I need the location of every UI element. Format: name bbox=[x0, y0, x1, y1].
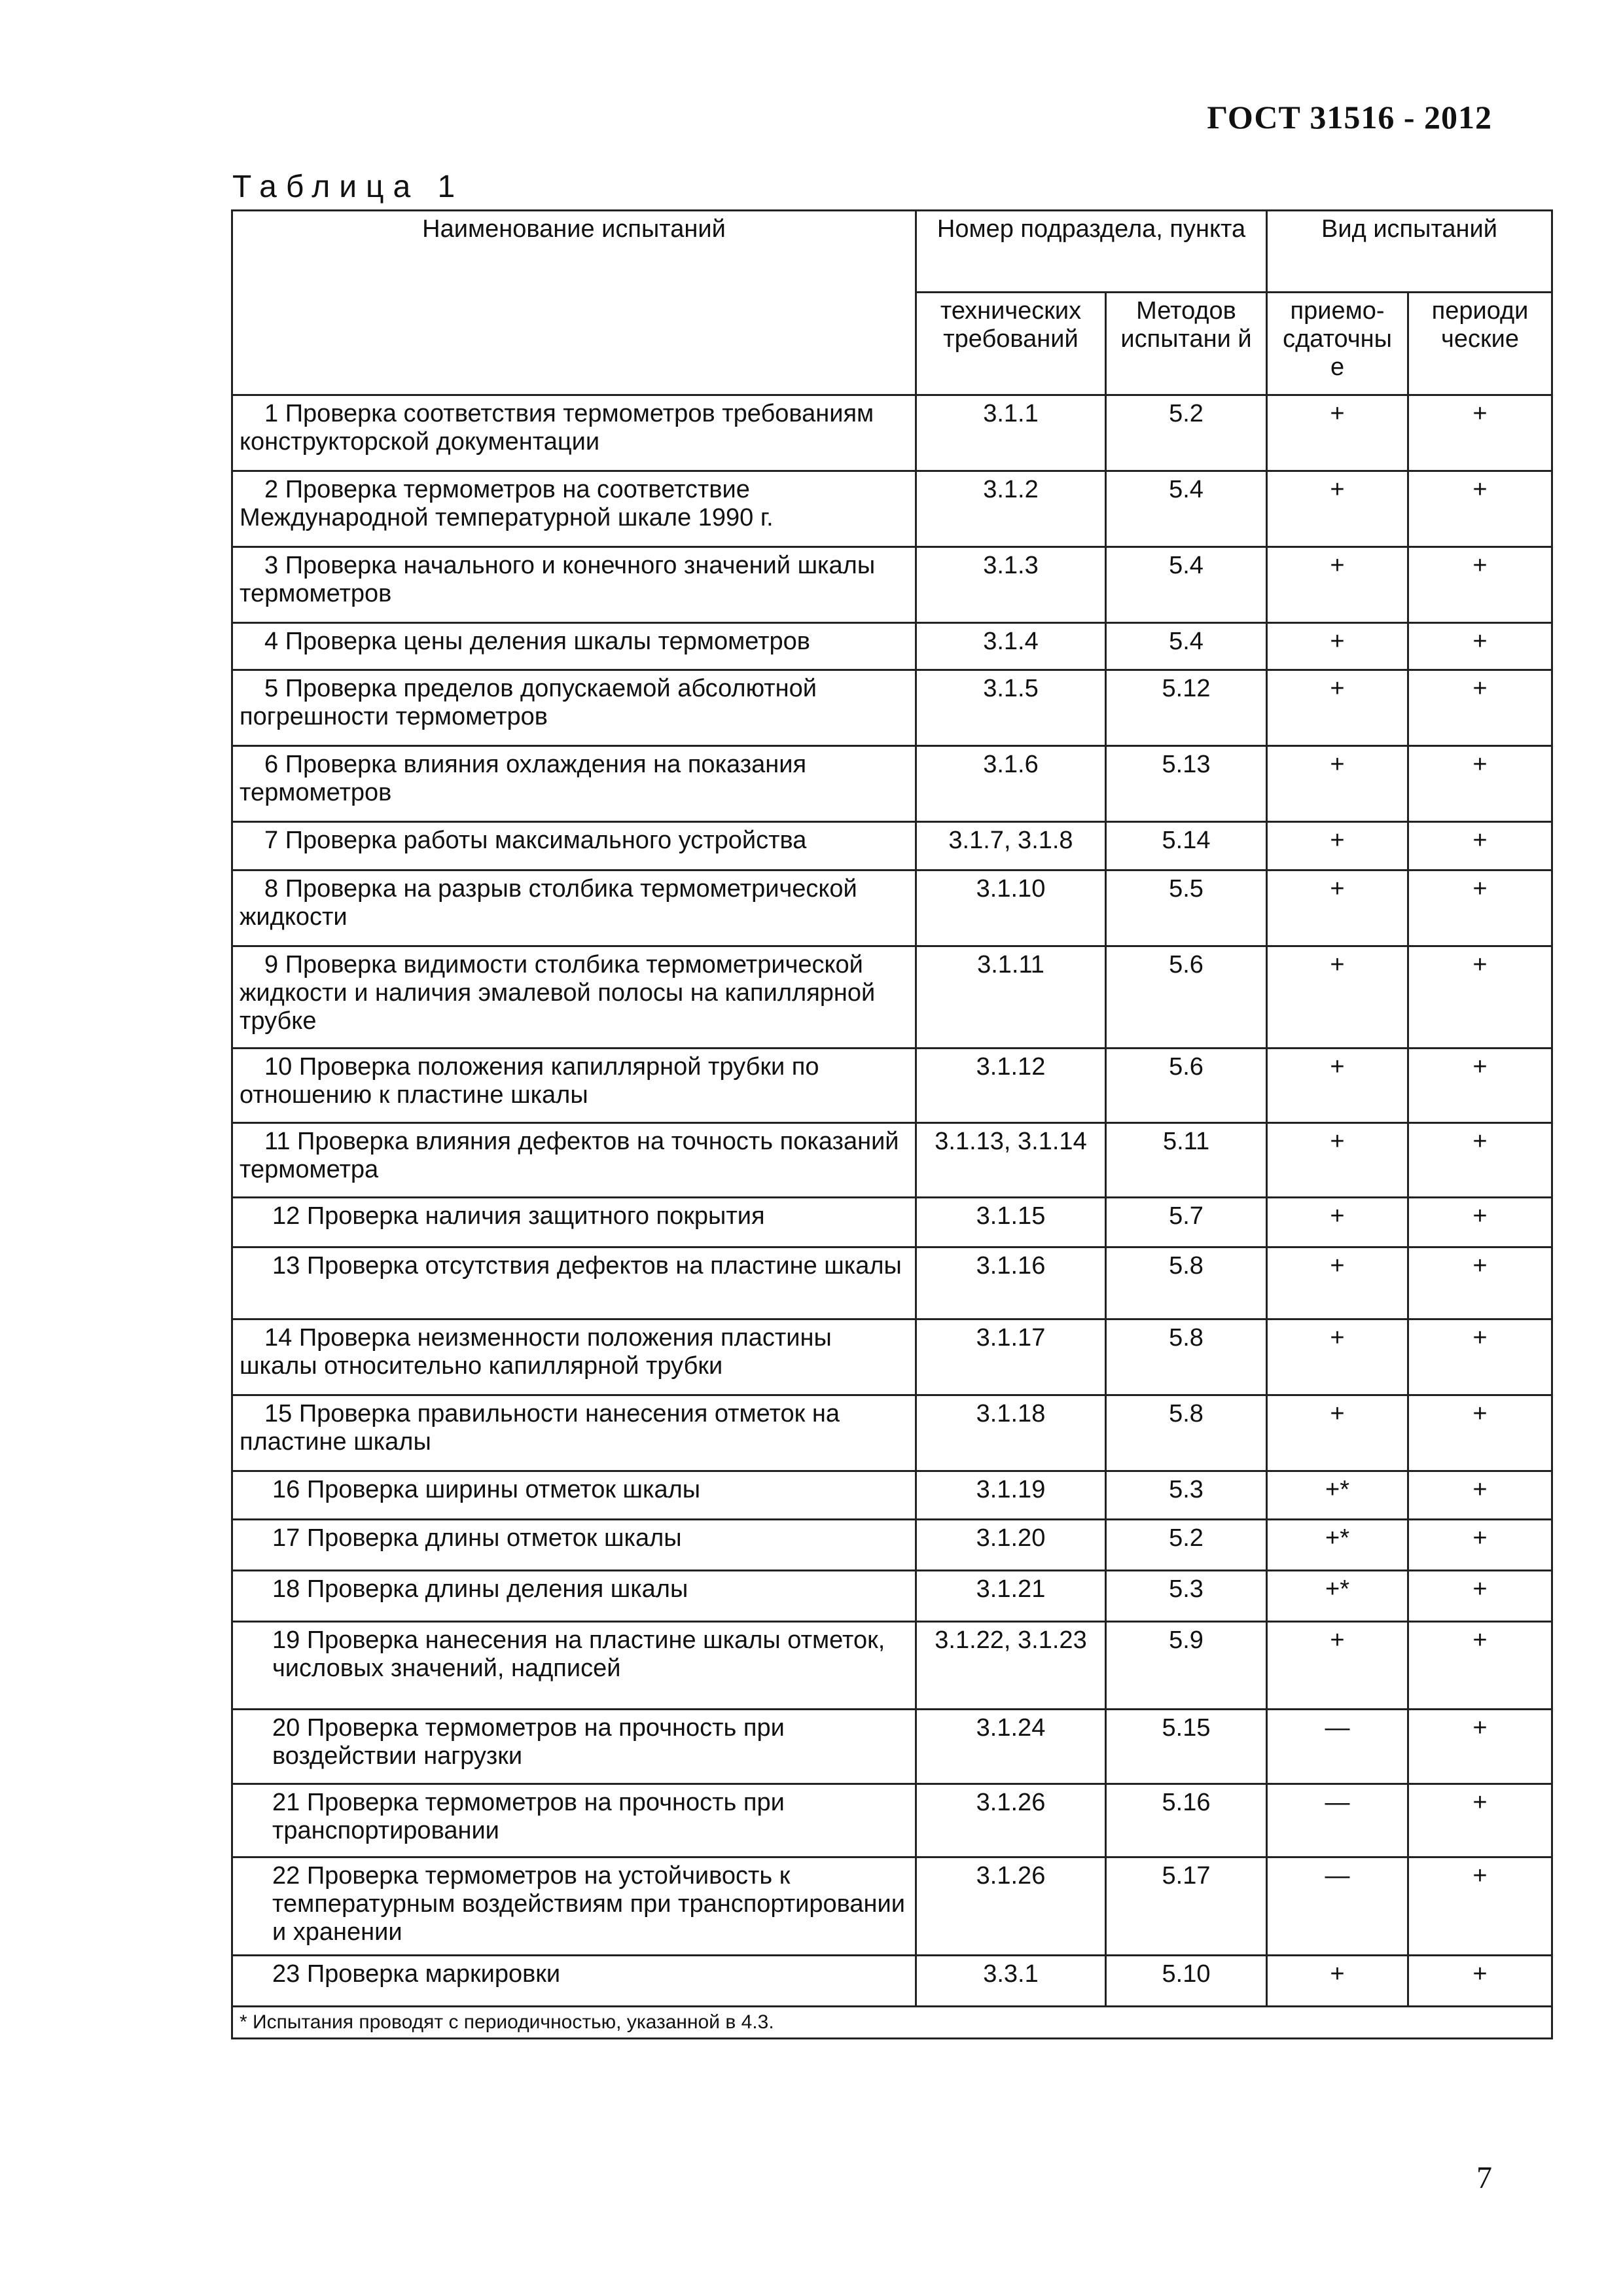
test-name-cell: 19 Проверка нанесения на пластине шкалы отметок, числовых значений, надписей bbox=[232, 1622, 916, 1710]
test-name-cell: 22 Проверка термометров на устойчивость к температурным воздействиям при транспортировании и хранении bbox=[232, 1857, 916, 1956]
tech-requirements-cell: 3.1.18 bbox=[916, 1395, 1106, 1471]
acceptance-cell: — bbox=[1267, 1784, 1408, 1857]
tech-requirements-cell: 3.1.1 bbox=[916, 395, 1106, 471]
tech-requirements-cell: 3.1.7, 3.1.8 bbox=[916, 822, 1106, 870]
tech-requirements-cell: 3.1.19 bbox=[916, 1471, 1106, 1520]
table-row bbox=[232, 870, 1552, 946]
test-name-cell: 8 Проверка на разрыв столбика термометрической жидкости bbox=[232, 870, 916, 946]
tech-requirements-cell: 3.1.11 bbox=[916, 946, 1106, 1049]
tests-table bbox=[231, 209, 1553, 2039]
table-footnote: * Испытания проводят с периодичностью, указанной в 4.3. bbox=[232, 2007, 1552, 2039]
test-method-cell: 5.8 bbox=[1106, 1319, 1267, 1395]
test-method-cell: 5.3 bbox=[1106, 1571, 1267, 1622]
test-name-cell: 4 Проверка цены деления шкалы термометров bbox=[232, 623, 916, 670]
table-row bbox=[232, 471, 1552, 547]
periodic-cell: + bbox=[1408, 1710, 1552, 1784]
acceptance-cell: + bbox=[1267, 1622, 1408, 1710]
periodic-cell: + bbox=[1408, 1571, 1552, 1622]
tech-requirements-cell: 3.1.10 bbox=[916, 870, 1106, 946]
test-method-cell: 5.9 bbox=[1106, 1622, 1267, 1710]
periodic-cell: + bbox=[1408, 1520, 1552, 1571]
test-name-cell: 14 Проверка неизменности положения пластины шкалы относительно капиллярной трубки bbox=[232, 1319, 916, 1395]
table-caption: Таблица 1 bbox=[232, 170, 465, 204]
header-test-name: Наименование испытаний bbox=[232, 211, 916, 395]
tech-requirements-cell: 3.1.24 bbox=[916, 1710, 1106, 1784]
test-name-cell: 17 Проверка длины отметок шкалы bbox=[232, 1520, 916, 1571]
acceptance-cell: + bbox=[1267, 1049, 1408, 1123]
test-method-cell: 5.6 bbox=[1106, 1049, 1267, 1123]
test-method-cell: 5.13 bbox=[1106, 746, 1267, 822]
periodic-cell: + bbox=[1408, 1198, 1552, 1247]
test-method-cell: 5.17 bbox=[1106, 1857, 1267, 1956]
acceptance-cell: + bbox=[1267, 870, 1408, 946]
header-section-group: Номер подраздела, пункта bbox=[916, 211, 1267, 293]
table-row bbox=[232, 946, 1552, 1049]
acceptance-cell: + bbox=[1267, 1123, 1408, 1198]
periodic-cell: + bbox=[1408, 623, 1552, 670]
header-kind-group: Вид испытаний bbox=[1267, 211, 1552, 293]
periodic-cell: + bbox=[1408, 870, 1552, 946]
table-row bbox=[232, 1198, 1552, 1247]
tech-requirements-cell: 3.1.17 bbox=[916, 1319, 1106, 1395]
test-method-cell: 5.14 bbox=[1106, 822, 1267, 870]
tech-requirements-cell: 3.1.13, 3.1.14 bbox=[916, 1123, 1106, 1198]
test-method-cell: 5.2 bbox=[1106, 395, 1267, 471]
periodic-cell: + bbox=[1408, 1319, 1552, 1395]
table-row bbox=[232, 547, 1552, 623]
periodic-cell: + bbox=[1408, 1784, 1552, 1857]
tech-requirements-cell: 3.1.26 bbox=[916, 1784, 1106, 1857]
acceptance-cell: + bbox=[1267, 670, 1408, 746]
test-method-cell: 5.4 bbox=[1106, 471, 1267, 547]
table-row bbox=[232, 1319, 1552, 1395]
test-name-cell: 16 Проверка ширины отметок шкалы bbox=[232, 1471, 916, 1520]
test-name-cell: 21 Проверка термометров на прочность при транспортировании bbox=[232, 1784, 916, 1857]
acceptance-cell: + bbox=[1267, 946, 1408, 1049]
tech-requirements-cell: 3.1.20 bbox=[916, 1520, 1106, 1571]
test-name-cell: 10 Проверка положения капиллярной трубки по отношению к пластине шкалы bbox=[232, 1049, 916, 1123]
test-method-cell: 5.11 bbox=[1106, 1123, 1267, 1198]
periodic-cell: + bbox=[1408, 547, 1552, 623]
periodic-cell: + bbox=[1408, 1247, 1552, 1319]
page-number: 7 bbox=[1476, 2161, 1492, 2195]
test-method-cell: 5.5 bbox=[1106, 870, 1267, 946]
table-row bbox=[232, 1471, 1552, 1520]
acceptance-cell: +* bbox=[1267, 1471, 1408, 1520]
test-method-cell: 5.2 bbox=[1106, 1520, 1267, 1571]
header-kind-periodic: периоди ческие bbox=[1408, 293, 1552, 395]
table-row bbox=[232, 1784, 1552, 1857]
test-method-cell: 5.4 bbox=[1106, 623, 1267, 670]
acceptance-cell: + bbox=[1267, 746, 1408, 822]
document-code: ГОСТ 31516 - 2012 bbox=[1207, 99, 1492, 135]
periodic-cell: + bbox=[1408, 946, 1552, 1049]
test-method-cell: 5.6 bbox=[1106, 946, 1267, 1049]
acceptance-cell: + bbox=[1267, 1319, 1408, 1395]
table-row bbox=[232, 1123, 1552, 1198]
acceptance-cell: + bbox=[1267, 1247, 1408, 1319]
test-name-cell: 11 Проверка влияния дефектов на точность показаний термометра bbox=[232, 1123, 916, 1198]
tech-requirements-cell: 3.1.2 bbox=[916, 471, 1106, 547]
acceptance-cell: — bbox=[1267, 1857, 1408, 1956]
test-name-cell: 23 Проверка маркировки bbox=[232, 1956, 916, 2007]
periodic-cell: + bbox=[1408, 1395, 1552, 1471]
test-name-cell: 15 Проверка правильности нанесения отметок на пластине шкалы bbox=[232, 1395, 916, 1471]
periodic-cell: + bbox=[1408, 746, 1552, 822]
test-name-cell: 9 Проверка видимости столбика термометрической жидкости и наличия эмалевой полосы на капиллярной трубке bbox=[232, 946, 916, 1049]
tech-requirements-cell: 3.1.12 bbox=[916, 1049, 1106, 1123]
test-method-cell: 5.16 bbox=[1106, 1784, 1267, 1857]
table-row bbox=[232, 395, 1552, 471]
test-name-cell: 3 Проверка начального и конечного значений шкалы термометров bbox=[232, 547, 916, 623]
acceptance-cell: + bbox=[1267, 471, 1408, 547]
acceptance-cell: + bbox=[1267, 1395, 1408, 1471]
periodic-cell: + bbox=[1408, 822, 1552, 870]
test-name-cell: 20 Проверка термометров на прочность при воздействии нагрузки bbox=[232, 1710, 916, 1784]
header-kind-acceptance: приемо-сдаточны е bbox=[1267, 293, 1408, 395]
tech-requirements-cell: 3.1.5 bbox=[916, 670, 1106, 746]
test-name-cell: 5 Проверка пределов допускаемой абсолютной погрешности термометров bbox=[232, 670, 916, 746]
table-row bbox=[232, 1247, 1552, 1319]
periodic-cell: + bbox=[1408, 1123, 1552, 1198]
table-row bbox=[232, 670, 1552, 746]
periodic-cell: + bbox=[1408, 1049, 1552, 1123]
test-name-cell: 12 Проверка наличия защитного покрытия bbox=[232, 1198, 916, 1247]
acceptance-cell: + bbox=[1267, 1198, 1408, 1247]
table-row bbox=[232, 1857, 1552, 1956]
test-method-cell: 5.3 bbox=[1106, 1471, 1267, 1520]
acceptance-cell: +* bbox=[1267, 1520, 1408, 1571]
table-row bbox=[232, 1571, 1552, 1622]
table-row bbox=[232, 822, 1552, 870]
table-row bbox=[232, 1622, 1552, 1710]
tech-requirements-cell: 3.1.3 bbox=[916, 547, 1106, 623]
periodic-cell: + bbox=[1408, 1471, 1552, 1520]
acceptance-cell: + bbox=[1267, 822, 1408, 870]
test-method-cell: 5.15 bbox=[1106, 1710, 1267, 1784]
test-method-cell: 5.8 bbox=[1106, 1395, 1267, 1471]
tech-requirements-cell: 3.1.26 bbox=[916, 1857, 1106, 1956]
acceptance-cell: + bbox=[1267, 395, 1408, 471]
test-method-cell: 5.10 bbox=[1106, 1956, 1267, 2007]
header-section-tech: технических требований bbox=[916, 293, 1106, 395]
test-method-cell: 5.7 bbox=[1106, 1198, 1267, 1247]
test-name-cell: 7 Проверка работы максимального устройства bbox=[232, 822, 916, 870]
table-row bbox=[232, 623, 1552, 670]
periodic-cell: + bbox=[1408, 1622, 1552, 1710]
table-row bbox=[232, 1956, 1552, 2007]
acceptance-cell: + bbox=[1267, 547, 1408, 623]
tech-requirements-cell: 3.1.4 bbox=[916, 623, 1106, 670]
tech-requirements-cell: 3.1.22, 3.1.23 bbox=[916, 1622, 1106, 1710]
table-row bbox=[232, 1049, 1552, 1123]
tech-requirements-cell: 3.3.1 bbox=[916, 1956, 1106, 2007]
test-method-cell: 5.12 bbox=[1106, 670, 1267, 746]
test-name-cell: 18 Проверка длины деления шкалы bbox=[232, 1571, 916, 1622]
acceptance-cell: + bbox=[1267, 1956, 1408, 2007]
table-row bbox=[232, 1520, 1552, 1571]
test-name-cell: 6 Проверка влияния охлаждения на показания термометров bbox=[232, 746, 916, 822]
tech-requirements-cell: 3.1.21 bbox=[916, 1571, 1106, 1622]
table-row bbox=[232, 1710, 1552, 1784]
table-row bbox=[232, 746, 1552, 822]
tech-requirements-cell: 3.1.15 bbox=[916, 1198, 1106, 1247]
test-name-cell: 13 Проверка отсутствия дефектов на пластине шкалы bbox=[232, 1247, 916, 1319]
header-section-methods: Методов испытани й bbox=[1106, 293, 1267, 395]
acceptance-cell: — bbox=[1267, 1710, 1408, 1784]
periodic-cell: + bbox=[1408, 1857, 1552, 1956]
periodic-cell: + bbox=[1408, 395, 1552, 471]
test-method-cell: 5.4 bbox=[1106, 547, 1267, 623]
acceptance-cell: +* bbox=[1267, 1571, 1408, 1622]
tech-requirements-cell: 3.1.16 bbox=[916, 1247, 1106, 1319]
test-name-cell: 1 Проверка соответствия термометров требованиям конструкторской документации bbox=[232, 395, 916, 471]
test-method-cell: 5.8 bbox=[1106, 1247, 1267, 1319]
acceptance-cell: + bbox=[1267, 623, 1408, 670]
table-row bbox=[232, 1395, 1552, 1471]
test-name-cell: 2 Проверка термометров на соответствие Международной температурной шкале 1990 г. bbox=[232, 471, 916, 547]
periodic-cell: + bbox=[1408, 670, 1552, 746]
tech-requirements-cell: 3.1.6 bbox=[916, 746, 1106, 822]
periodic-cell: + bbox=[1408, 1956, 1552, 2007]
periodic-cell: + bbox=[1408, 471, 1552, 547]
